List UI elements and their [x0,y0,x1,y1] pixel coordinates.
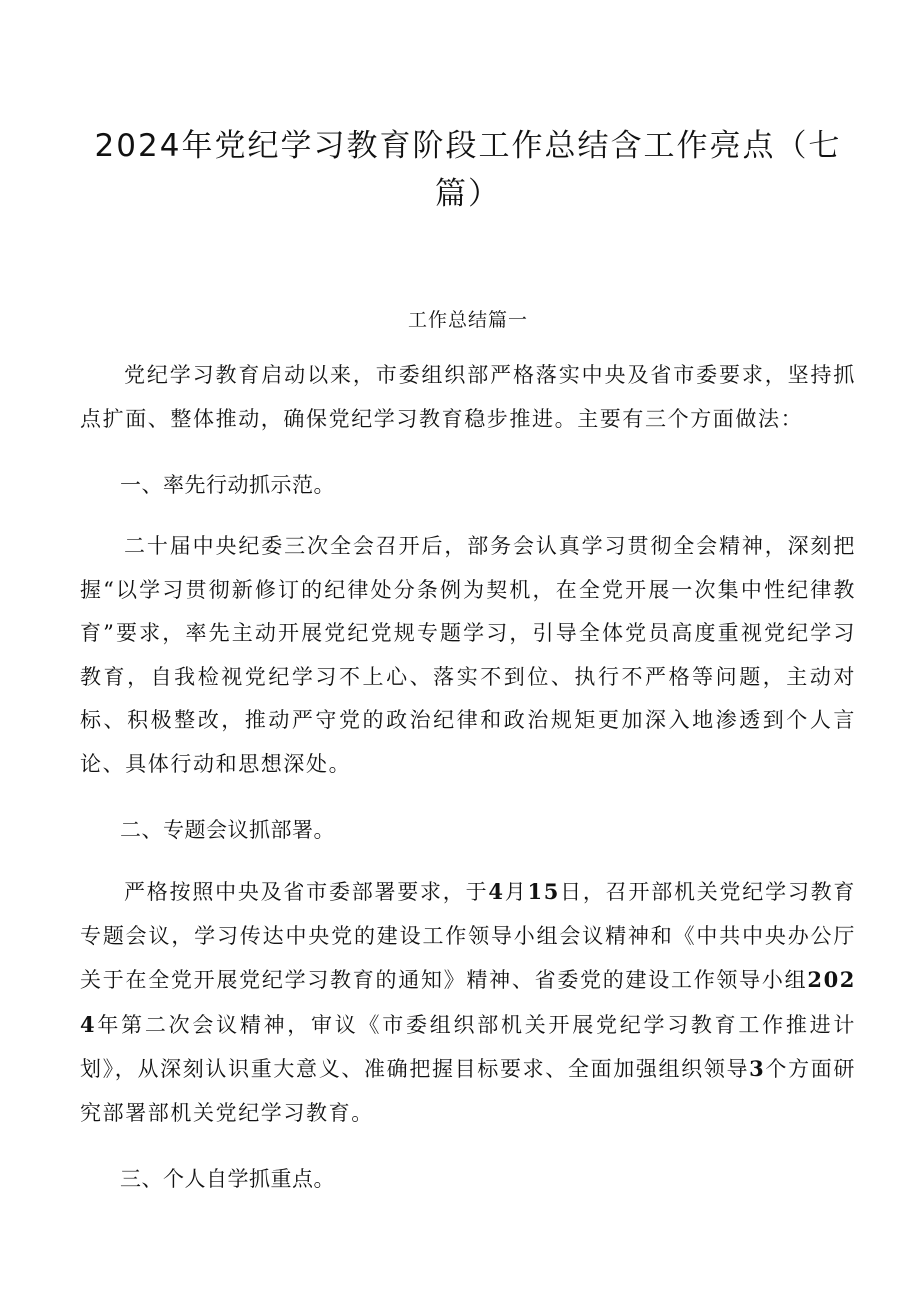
body-text: 月 [504,880,528,904]
body-text: 个方面研究部署部机关党纪学习教育。 [80,1057,856,1125]
aspect-count: 3 [749,1056,766,1081]
part-title: 工作总结篇一 [407,309,528,331]
year-number: 2024 [80,967,856,1037]
body-text: 日，召开部机关党纪学习教育专题会议，学习传达中央党的建设工作领导小组会议精神和《中共中央办公厅关于在全党开展党纪学习教育的通知》精神、省委党的建设工作领导小组 [80,880,856,992]
section-heading-2: 二、专题会议抓部署。 [120,818,335,842]
section-heading-1: 一、率先行动抓示范。 [120,473,335,497]
body-text: 严格按照中央及省市委部署要求，于 [124,880,489,904]
intro-paragraph: 党纪学习教育启动以来，市委组织部严格落实中央及省市委要求，坚持抓点扩面、整体推动，确保党纪学习教育稳步推进。主要有三个方面做法： [80,363,856,431]
section-body-2 [80,870,856,1135]
date-month: 4 [488,879,505,904]
document-title: 2024年党纪学习教育阶段工作总结含工作亮点（七篇） [94,128,842,212]
body-text: 年第二次会议精神，审议《市委组织部机关开展党纪学习教育工作推进计划》，从深刻认识重大意义、准确把握目标要求、全面加强组织领导 [80,1012,856,1081]
section-heading-3: 三、个人自学抓重点。 [120,1167,335,1191]
section-body-1: 二十届中央纪委三次全会召开后，部务会认真学习贯彻全会精神，深刻把握“以学习贯彻新修订的纪律处分条例为契机，在全党开展一次集中性纪律教育”要求，率先主动开展党纪党规专题学习，引导全体党员高度重视党纪学习教育，自我检视党纪学习不上心、落实不到位、执行不严格等问题，主动对标、积极整改，推动严守党的政治纪律和政治规矩更加深入地渗透到个人言论、具体行动和思想深处。 [80,534,856,776]
date-day: 15 [527,879,560,904]
